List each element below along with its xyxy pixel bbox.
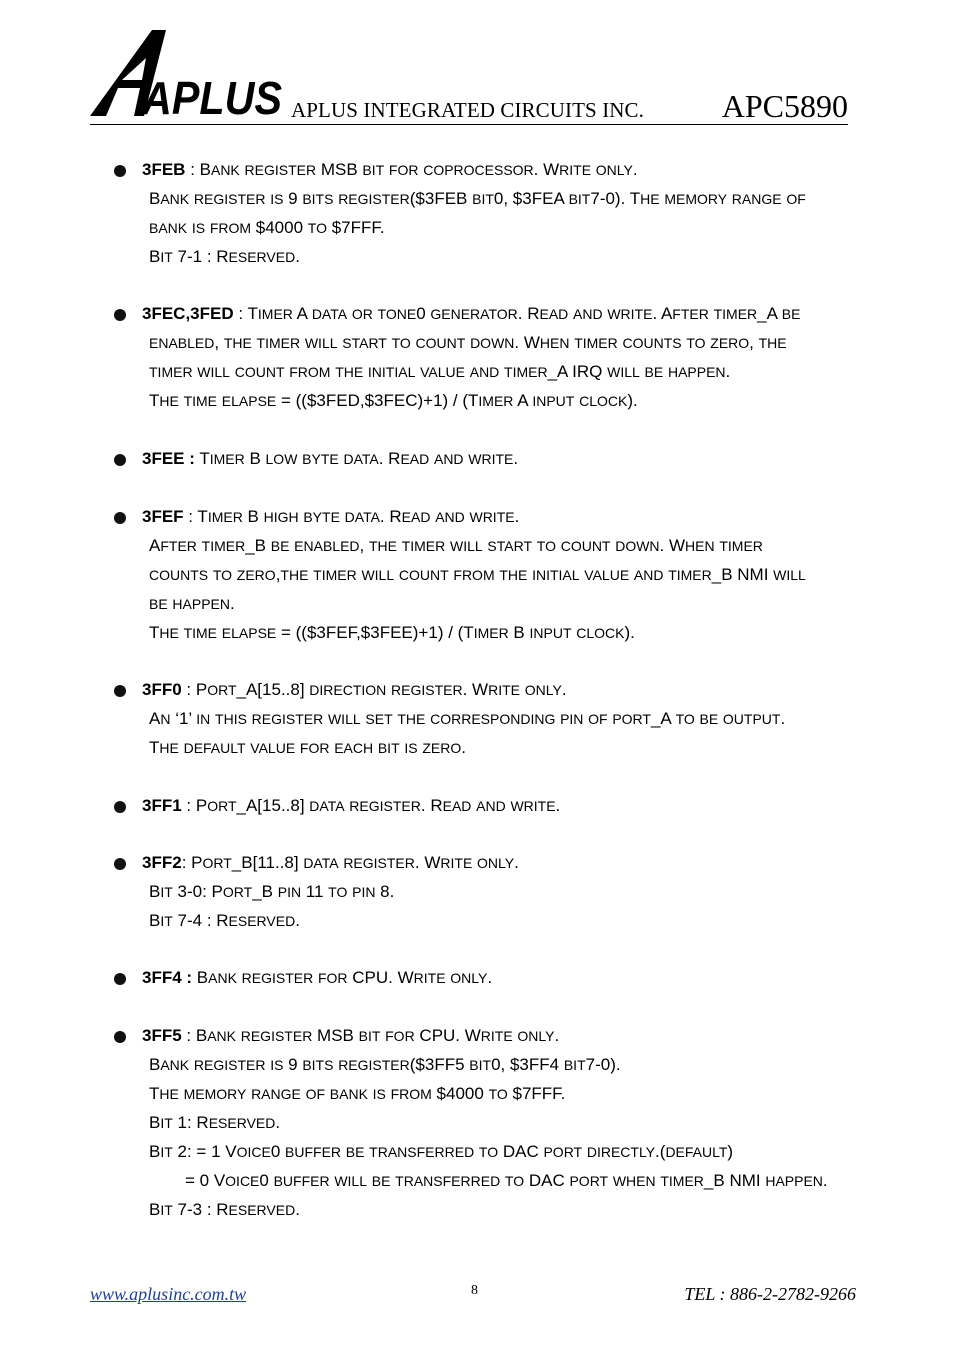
aplus-logo-text: APLUS [141,72,283,120]
footer-telephone: TEL : 886-2-2782-9266 [684,1284,856,1304]
register-description: BANK REGISTER FOR CPU. WRITE ONLY. [192,968,493,987]
register-entry-header [142,680,567,700]
register-detail-line: COUNTS TO ZERO,THE TIMER WILL COUNT FROM THE INITIAL VALUE AND TIMER_B NMI WILL [149,565,806,584]
register-detail-line: TIMER WILL COUNT FROM THE INITIAL VALUE AND TIMER_A IRQ WILL BE HAPPEN. [149,362,731,381]
bullet-icon [114,801,126,813]
register-address: 3FF4 : [142,968,193,987]
register-entry-header [142,160,638,180]
bullet-icon [114,973,126,985]
bullet-icon [114,309,126,321]
register-description: : PORT_B[11..8] DATA REGISTER. WRITE ONLY. [181,853,519,872]
register-address: 3FEE : [142,449,195,468]
register-detail-line: AN ‘1’ IN THIS REGISTER WILL SET THE CORRESPONDING PIN OF PORT_A TO BE OUTPUT. [149,709,786,728]
register-address: 3FF0 [142,680,182,699]
register-description: : TIMER A DATA OR TONE0 GENERATOR. READ AND WRITE. AFTER TIMER_A BE [233,304,801,323]
bullet-icon [114,454,126,466]
bullet-icon [114,858,126,870]
bullet-icon [114,1031,126,1043]
register-detail-line: = 0 VOICE0 BUFFER WILL BE TRANSFERRED TO DAC PORT WHEN TIMER_B NMI HAPPEN. [185,1171,828,1190]
register-description: : BANK REGISTER MSB BIT FOR CPU. WRITE ONLY. [181,1026,560,1045]
register-detail-line: BIT 7-4 : RESERVED. [149,911,300,930]
bullet-icon [114,685,126,697]
register-description: : BANK REGISTER MSB BIT FOR COPROCESSOR. WRITE ONLY. [185,160,638,179]
register-entry-header [142,304,800,324]
register-address: 3FEB [142,160,186,179]
page-header [90,28,848,125]
register-detail-line: THE DEFAULT VALUE FOR EACH BIT IS ZERO. [149,738,466,757]
part-number: APC5890 [721,88,848,124]
register-detail-line: ENABLED, THE TIMER WILL START TO COUNT DOWN. WHEN TIMER COUNTS TO ZERO, THE [149,333,787,352]
register-detail-line: BIT 2: = 1 VOICE0 BUFFER BE TRANSFERRED TO DAC PORT DIRECTLY.(DEFAULT) [149,1142,734,1161]
register-detail-line: THE TIME ELAPSE = (($3FEF,$3FEE)+1) / (TIMER B INPUT CLOCK). [149,623,635,642]
page-number: 8 [471,1283,478,1298]
register-detail-line: BIT 3-0: PORT_B PIN 11 TO PIN 8. [149,882,395,901]
register-address: 3FF5 [142,1026,182,1045]
register-detail-line: THE MEMORY RANGE OF BANK IS FROM $4000 TO $7FFF. [149,1084,566,1103]
register-description: TIMER B LOW BYTE DATA. READ AND WRITE. [194,449,519,468]
website-link[interactable]: www.aplusinc.com.tw [90,1284,247,1304]
register-detail-line: THE TIME ELAPSE = (($3FED,$3FEC)+1) / (TIMER A INPUT CLOCK). [149,391,638,410]
company-name: APLUS INTEGRATED CIRCUITS INC. [291,98,645,122]
register-detail-line: BIT 7-1 : RESERVED. [149,247,300,266]
register-detail-line: BANK REGISTER IS 9 BITS REGISTER($3FEB BIT0, $3FEA BIT7-0). THE MEMORY RANGE OF [149,189,806,208]
register-entry-header [142,1026,559,1046]
register-entry-header [142,449,518,469]
register-detail-line: BANK IS FROM $4000 TO $7FFF. [149,218,385,237]
register-entry-header [142,853,519,873]
register-entry-header [142,507,519,527]
register-address: 3FEC,3FED [142,304,234,323]
register-detail-line: BE HAPPEN. [149,594,235,613]
bullet-icon [114,165,126,177]
register-description: : TIMER B HIGH BYTE DATA. READ AND WRITE. [183,507,520,526]
register-detail-line: AFTER TIMER_B BE ENABLED, THE TIMER WILL START TO COUNT DOWN. WHEN TIMER [149,536,763,555]
register-entry-header [142,796,560,816]
register-description: : PORT_A[15..8] DATA REGISTER. READ AND WRITE. [181,796,561,815]
register-detail-line: BANK REGISTER IS 9 BITS REGISTER($3FF5 BIT0, $3FF4 BIT7-0). [149,1055,621,1074]
register-address: 3FEF [142,507,184,526]
register-detail-line: BIT 1: RESERVED. [149,1113,281,1132]
bullet-icon [114,512,126,524]
register-address: 3FF1 [142,796,182,815]
register-entry-header [142,968,492,988]
register-description: : PORT_A[15..8] DIRECTION REGISTER. WRITE ONLY. [181,680,567,699]
register-detail-line: BIT 7-3 : RESERVED. [149,1200,300,1219]
aplus-logo [90,28,286,120]
register-address: 3FF2 [142,853,182,872]
